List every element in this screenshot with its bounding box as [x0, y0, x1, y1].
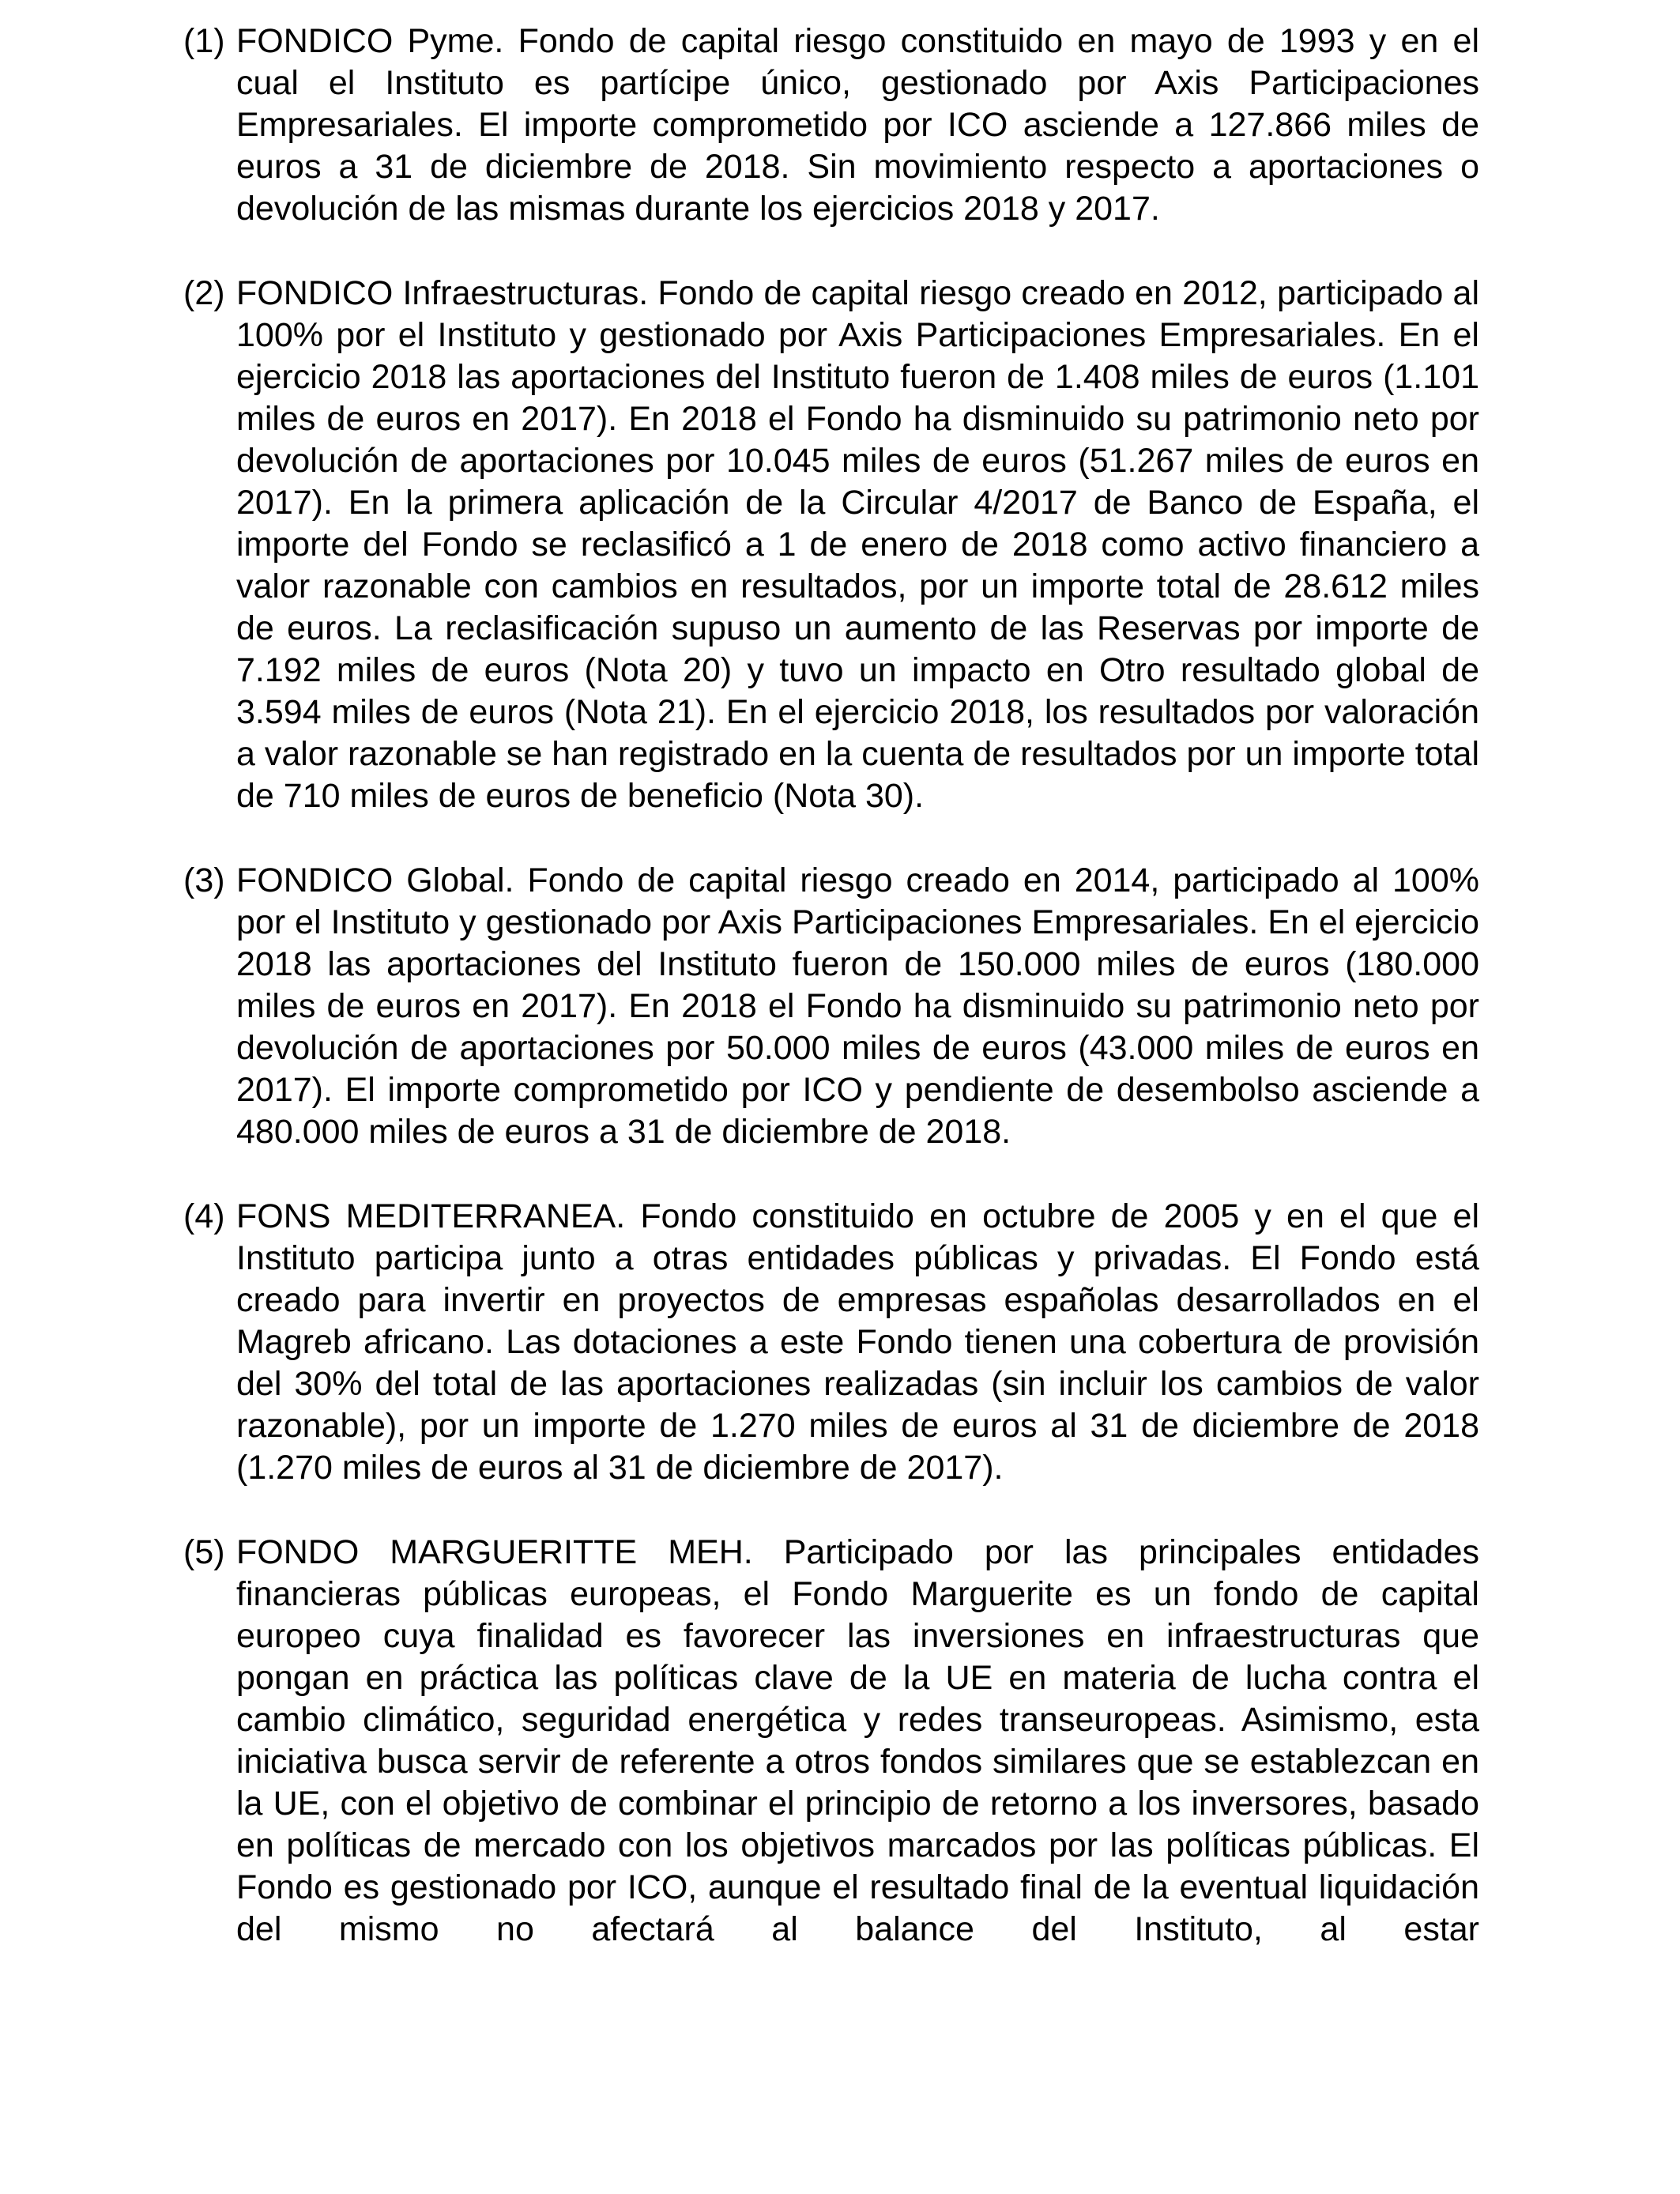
fund-notes-list — [183, 21, 1479, 1993]
note-item-fondo-margueritte — [183, 1532, 1479, 1951]
note-item-fondico-pyme — [183, 21, 1479, 230]
note-paragraph: FONDICO Pyme. Fondo de capital riesgo constituido en mayo de 1993 y en el cual el Instituto es partícipe único, gestionado por Axis Participaciones Empresariales. El importe comprometido por ICO asciende a 127.866 miles de euros a 31 de diciembre de 2018. Sin movimiento respecto a aportaciones o devolución de las mismas durante los ejercicios 2018 y 2017. — [236, 22, 1479, 228]
note-paragraph: FONDICO Global. Fondo de capital riesgo creado en 2014, participado al 100% por el Instituto y gestionado por Axis Participaciones Empresariales. En el ejercicio 2018 las aportaciones del Instituto fueron de 150.000 miles de euros (180.000 miles de euros en 2017). En 2018 el Fondo ha disminuido su patrimonio neto por devolución de aportaciones por 50.000 miles de euros (43.000 miles de euros en 2017). El importe comprometido por ICO y pendiente de desembolso asciende a 480.000 miles de euros a 31 de diciembre de 2018. — [236, 861, 1479, 1151]
note-paragraph: FONDICO Infraestructuras. Fondo de capital riesgo creado en 2012, participado al 100% por el Instituto y gestionado por Axis Participaciones Empresariales. En el ejercicio 2018 las aportaciones del Instituto fueron de 1.408 miles de euros (1.101 miles de euros en 2017). En 2018 el Fondo ha disminuido su patrimonio neto por devolución de aportaciones por 10.045 miles de euros (51.267 miles de euros en 2017). En la primera aplicación de la Circular 4/2017 de Banco de España, el importe del Fondo se reclasificó a 1 de enero de 2018 como activo financiero a valor razonable con cambios en resultados, por un importe total de 28.612 miles de euros. La reclasificación supuso un aumento de las Reservas por importe de 7.192 miles de euros (Nota 20) y tuvo un impacto en Otro resultado global de 3.594 miles de euros (Nota 21). En el ejercicio 2018, los resultados por valoración a valor razonable se han registrado en la cuenta de resultados por un importe total de 710 miles de euros de beneficio (Nota 30). — [236, 274, 1479, 815]
note-item-fondico-infraestructuras — [183, 273, 1479, 817]
note-item-fons-mediterranea — [183, 1196, 1479, 1489]
note-number: (2) — [183, 274, 225, 312]
note-number: (3) — [183, 861, 225, 899]
note-item-fondico-global — [183, 860, 1479, 1153]
note-number: (4) — [183, 1197, 225, 1235]
note-number: (1) — [183, 22, 225, 60]
note-paragraph: FONDO MARGUERITTE MEH. Participado por las principales entidades financieras públicas europeas, el Fondo Marguerite es un fondo de capital europeo cuya finalidad es favorecer las inversiones en infraestructuras que pongan en práctica las políticas clave de la UE en materia de lucha contra el cambio climático, seguridad energética y redes transeuropeas. Asimismo, esta iniciativa busca servir de referente a otros fondos similares que se establezcan en la UE, con el objetivo de combinar el principio de retorno a los inversores, basado en políticas de mercado con los objetivos marcados por las políticas públicas. El Fondo es gestionado por ICO, aunque el resultado final de la eventual liquidación del mismo no afectará al balance del Instituto, al estar — [236, 1533, 1479, 1948]
note-paragraph: FONS MEDITERRANEA. Fondo constituido en octubre de 2005 y en el que el Instituto participa junto a otras entidades públicas y privadas. El Fondo está creado para invertir en proyectos de empresas españolas desarrollados en el Magreb africano. Las dotaciones a este Fondo tienen una cobertura de provisión del 30% del total de las aportaciones realizadas (sin incluir los cambios de valor razonable), por un importe de 1.270 miles de euros al 31 de diciembre de 2018 (1.270 miles de euros al 31 de diciembre de 2017). — [236, 1197, 1479, 1487]
note-number: (5) — [183, 1533, 225, 1571]
